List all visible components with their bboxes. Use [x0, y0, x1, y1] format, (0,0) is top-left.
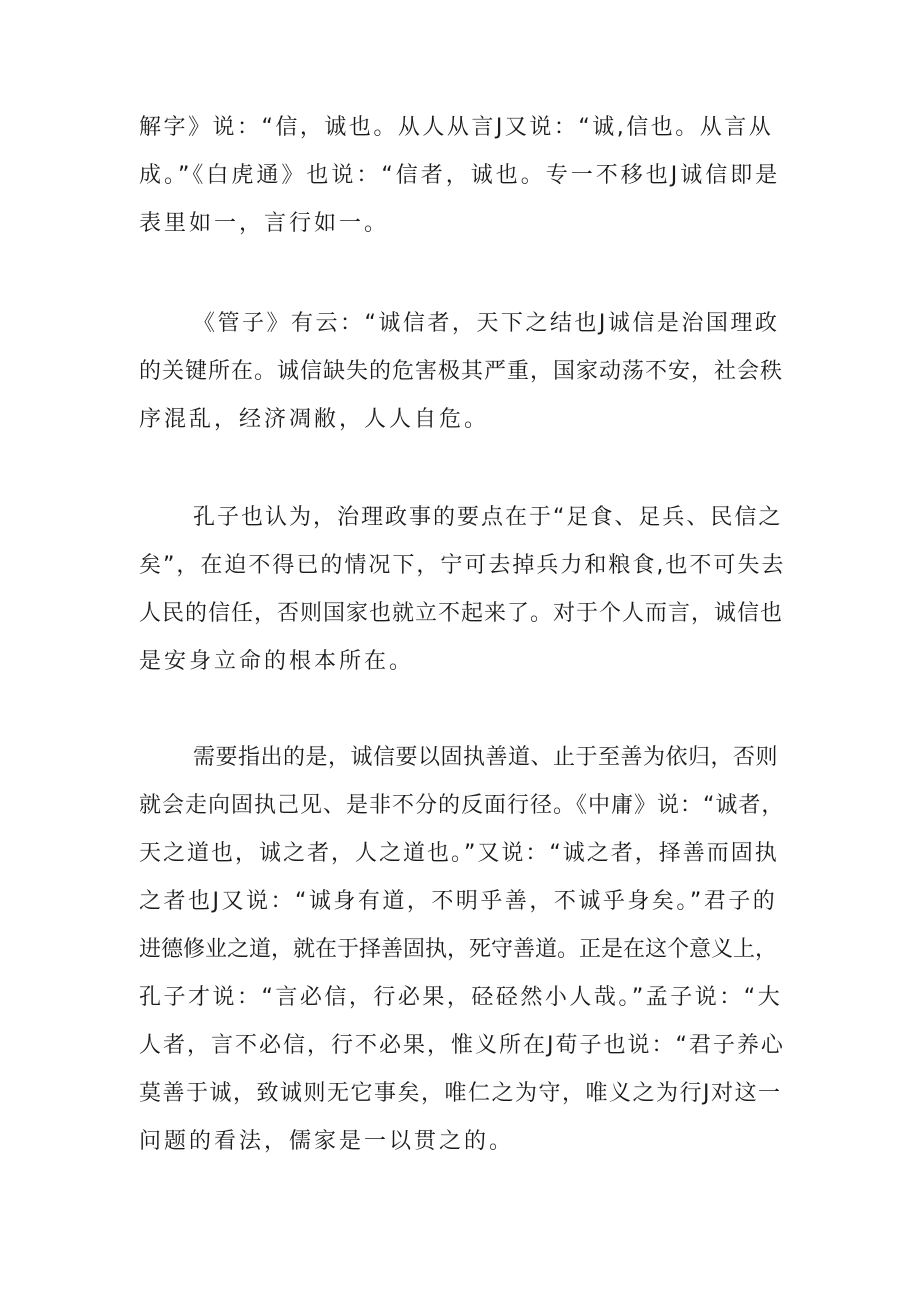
text-line: 孔子才说：“言必信，行必果，硁硁然小人哉。”孟子说：“大: [139, 985, 783, 1010]
paragraph-shuowen: [139, 104, 785, 248]
text-line: 表里如一，言行如一。: [139, 211, 390, 236]
text-line: 矣”，在迫不得已的情况下，宁可去掉兵力和粮食,也不可失去: [139, 553, 786, 578]
text-line: 解字》说：“信，诚也。从人从言J又说：“诚,信也。从言从: [139, 115, 774, 140]
text-line: 莫善于诚，致诚则无它事矣，唯仁之为守，唯义之为行J对这一: [139, 1081, 782, 1106]
text-line: 之者也J又说：“诚身有道，不明乎善，不诚乎身矣。”君子的: [139, 889, 778, 914]
text-line: 序混乱，经济凋敝，人人自危。: [139, 407, 490, 432]
text-line: 进德修业之道，就在于择善固执，死守善道。正是在这个意义上，: [139, 937, 778, 962]
text-line: 问题的看法，儒家是一以贯之的。: [139, 1129, 515, 1154]
text-line: 的关键所在。诚信缺失的危害极其严重，国家动荡不安，社会秩: [139, 359, 784, 384]
text-line: 《管子》有云：“诚信者，天下之结也J诚信是治国理政: [193, 311, 780, 336]
text-line: 人者，言不必信，行不必果，惟义所在J荀子也说：“君子养心: [139, 1033, 785, 1058]
paragraph-guanzi: [139, 300, 785, 444]
text-line: 人民的信任，否则国家也就立不起来了。对于个人而言，诚信也: [139, 601, 784, 626]
text-line: 就会走向固执己见、是非不分的反面行径。《中庸》说：“诚者，: [139, 793, 785, 818]
paragraph-confucius: [139, 494, 785, 686]
paragraph-zhongyong: [139, 734, 785, 1166]
text-line: 天之道也，诚之者，人之道也。”又说：“诚之者，择善而固执: [139, 841, 779, 866]
text-line: 成。”《白虎通》也说：“信者，诚也。专一不移也J诚信即是: [139, 163, 781, 188]
text-line: 孔子也认为，治理政事的要点在于“足食、足兵、民信之: [193, 505, 783, 530]
text-line: 是安身立命的根本所在。: [139, 649, 415, 674]
text-line: 需要指出的是，诚信要以固执善道、止于至善为依归，否则: [193, 745, 779, 770]
